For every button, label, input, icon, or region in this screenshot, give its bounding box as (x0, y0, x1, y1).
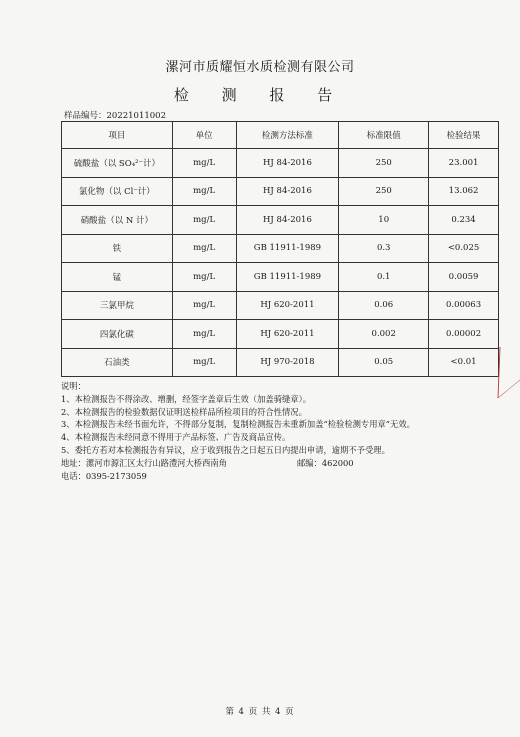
header-unit: 单位 (172, 122, 236, 149)
cell-unit: mg/L (172, 149, 236, 178)
cell-method: HJ 620-2011 (236, 291, 339, 320)
cell-item: 硫酸盐（以 SO₄²⁻计） (62, 149, 173, 178)
cell-item: 锰 (62, 263, 173, 292)
address-row (61, 457, 511, 470)
page-number: 第 4 页 共 4 页 (225, 707, 295, 717)
cell-method: HJ 84-2016 (236, 149, 339, 178)
cell-limit: 250 (339, 177, 429, 206)
table-row (62, 149, 499, 178)
header-method: 检测方法标准 (236, 122, 339, 149)
cell-result: 13.062 (429, 177, 499, 206)
cell-result: 0.00002 (429, 320, 499, 349)
sample-number: 样品编号：20221011002 (64, 111, 166, 121)
cell-item: 硝酸盐（以 N 计） (62, 206, 173, 235)
table-row (62, 177, 499, 206)
cell-unit: mg/L (172, 320, 236, 349)
cell-result: <0.01 (429, 348, 499, 377)
cell-result: 0.00063 (429, 291, 499, 320)
cell-method: HJ 84-2016 (236, 206, 339, 235)
note-item: 5、委托方若对本检测报告有异议，应于收到报告之日起五日内提出申请，逾期不予受理。 (61, 444, 390, 455)
cell-method: HJ 84-2016 (236, 177, 339, 206)
cell-limit: 0.06 (339, 291, 429, 320)
cell-unit: mg/L (172, 263, 236, 292)
cell-item: 三氯甲烷 (62, 291, 173, 320)
cell-method: GB 11911-1989 (236, 263, 339, 292)
header-item: 项目 (62, 122, 173, 149)
cell-result: 23.001 (429, 149, 499, 178)
notes-heading: 说明： (61, 381, 86, 391)
cell-item: 石油类 (62, 348, 173, 377)
cell-limit: 10 (339, 206, 429, 235)
note-item: 2、本检测报告的检验数据仅证明送检样品所检项目的符合性情况。 (61, 406, 307, 417)
phone: 电话：0395-2173059 (61, 470, 147, 481)
cell-result: 0.0059 (429, 263, 499, 292)
table-row (62, 320, 499, 349)
note-item: 1、本检测报告不得涂改、增删，经签字盖章后生效（加盖骑缝章）。 (61, 393, 312, 404)
cell-unit: mg/L (172, 177, 236, 206)
header-limit: 标准限值 (339, 122, 429, 149)
table-row (62, 263, 499, 292)
cell-limit: 0.1 (339, 263, 429, 292)
cell-method: GB 11911-1989 (236, 234, 339, 263)
cell-method: HJ 970-2018 (236, 348, 339, 377)
results-table (61, 121, 499, 377)
postal-code: 邮编：462000 (297, 457, 354, 468)
table-row (62, 348, 499, 377)
cell-item: 四氯化碳 (62, 320, 173, 349)
cell-unit: mg/L (172, 348, 236, 377)
cell-method: HJ 620-2011 (236, 320, 339, 349)
company-name: 漯河市质耀恒水质检测有限公司 (165, 60, 355, 75)
cell-result: 0.234 (429, 206, 499, 235)
cell-limit: 0.002 (339, 320, 429, 349)
report-title: 检 测 报 告 (173, 86, 347, 104)
table-header-row (62, 122, 499, 149)
table-row (62, 206, 499, 235)
cell-item: 铁 (62, 234, 173, 263)
note-item: 4、本检测报告未经同意不得用于产品标签、广告及商品宣传。 (61, 432, 291, 443)
header-result: 检验结果 (429, 122, 499, 149)
cell-result: <0.025 (429, 234, 499, 263)
cell-unit: mg/L (172, 206, 236, 235)
cell-limit: 0.05 (339, 348, 429, 377)
cell-unit: mg/L (172, 234, 236, 263)
cell-unit: mg/L (172, 291, 236, 320)
cell-limit: 0.3 (339, 234, 429, 263)
note-item: 3、本检测报告未经书面允许，不得部分复制，复制检测报告未重新加盖“检验检测专用章”无效。 (61, 419, 415, 430)
table-row (62, 234, 499, 263)
table-row (62, 291, 499, 320)
cell-item: 氯化物（以 Cl⁻计） (62, 177, 173, 206)
notes-section (61, 380, 511, 482)
address: 地址：漯河市源汇区太行山路澧河大桥西南角 (61, 457, 227, 468)
cell-limit: 250 (339, 149, 429, 178)
